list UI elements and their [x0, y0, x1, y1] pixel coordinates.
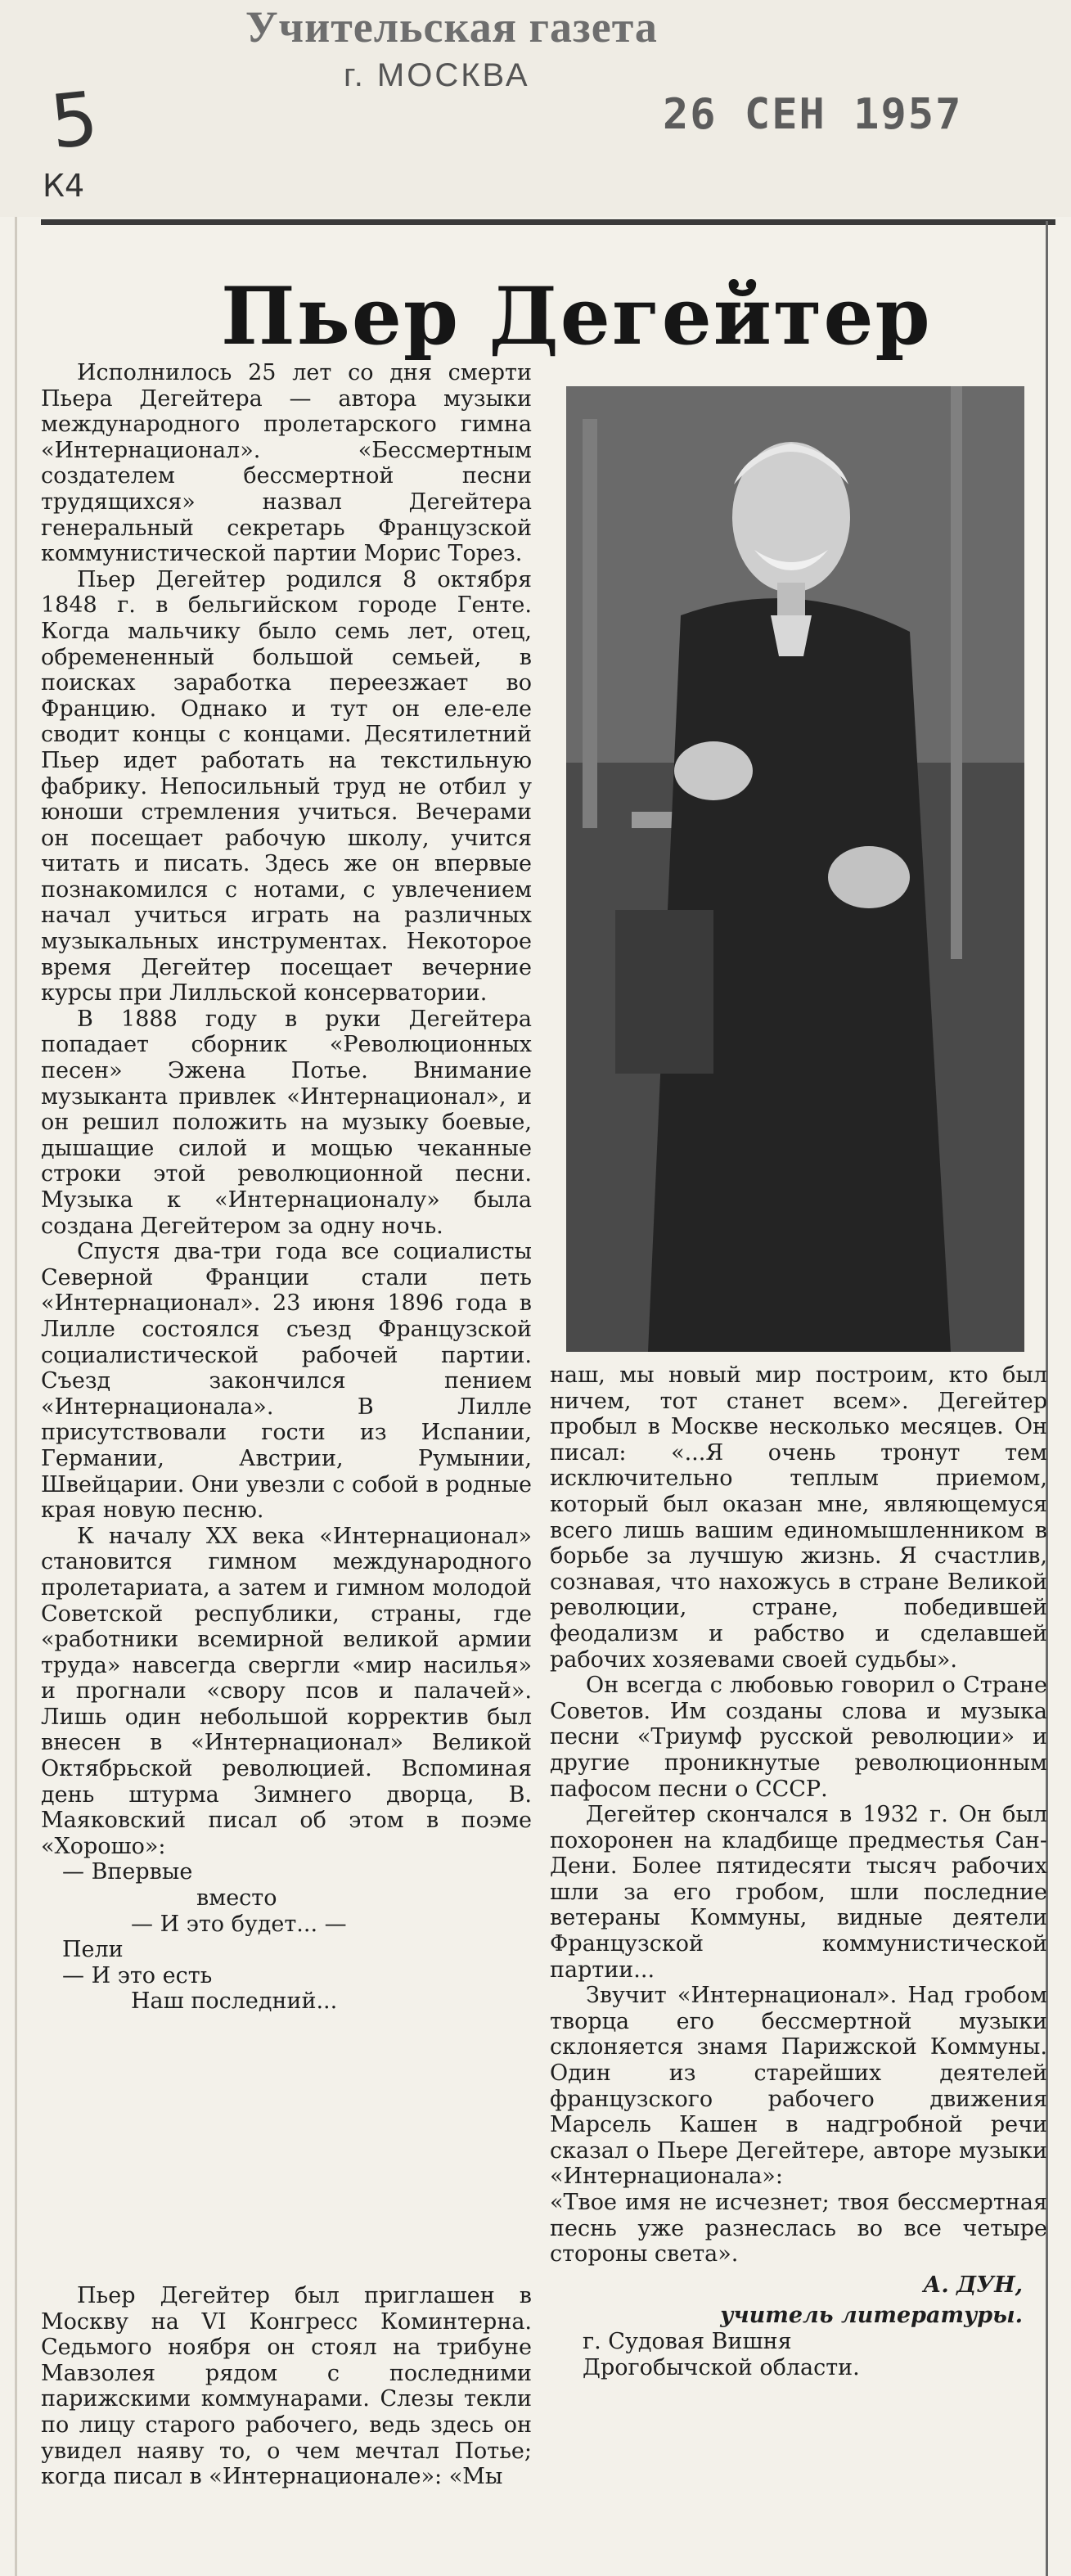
paragraph: Пьер Дегейтер родился 8 октября 1848 г. в бельгийском городе Генте. Когда мальчику было семь лет, отец, обремененный большой семьей, в поисках заработка переезжает во Францию. Однако и тут он еле-еле сводит концы с концами. Десятилетний Пьер идет работать на текстильную фабрику. Непосильный труд не отбил у юноши стремления учиться. Вечерами он посещает рабочую школу, учится читать и писать. Здесь же он впервые познакомился с нотами, с увлечением начал учиться играть на различных музыкальных инструментах. Некоторое время Дегейтер посещает вечерние курсы при Лилльской консерватории. — [41, 566, 532, 1007]
city-stamp: г. МОСКВА — [344, 57, 530, 93]
paragraph: Звучит «Интернационал». Над гробом творца его бессмертной музыки склоняется знамя Парижской Коммуны. Один из старейших деятелей французского рабочего движения Марсель Кашен в надгробной речи сказал о Пьере Дегейтере, авторе музыки «Интернационала»: — [550, 1983, 1047, 2190]
handwritten-note: К4 — [43, 168, 85, 204]
poem-line: — И это будет... — — [131, 1911, 347, 1937]
poem-line: Пели — [62, 1937, 124, 1963]
portrait-image — [566, 386, 1024, 1352]
newspaper-name-stamp: Учительская газета — [245, 2, 658, 52]
article-column-right — [550, 1362, 1047, 2380]
paragraph: «Твое имя не исчезнет; твоя бессмертная песнь уже разнеслась во все четыре стороны света». — [550, 2190, 1047, 2268]
date-stamp: 26 СЕН 1957 — [663, 90, 963, 139]
clipping-header — [0, 0, 1071, 217]
paragraph: Пьер Дегейтер был приглашен в Москву на VI Конгресс Коминтерна. Седьмого ноября он стоял на трибуне Мавзолея рядом с последними парижскими коммунарами. Слезы текли по лицу старого рабочего, ведь здесь он увидел наяву то, о чем мечтал Потье; когда писал в «Интернационале»: «Мы — [41, 2283, 532, 2490]
poem-line: вместо — [196, 1885, 277, 1912]
poem-line: — Впервые — [62, 1859, 193, 1885]
poem-line: Наш последний... — [131, 1988, 338, 2015]
author-region: Дрогобычской области. — [583, 2354, 860, 2380]
paragraph: К началу XX века «Интернационал» становится гимном международного пролетариата, а затем и гимном молодой Советской республики, страны, где «работники всемирной великой армии труда» навсегда свергли «мир насилья» и прогнали «свору псов и палачей». Лишь один небольшой корректив был внесен в «Интернационал» Великой Октябрьской революцией. Вспоминая день штурма Зимнего дворца, В. Маяковский писал об этом в поэме «Хорошо»: — [41, 1523, 532, 1859]
handwritten-number: 5 — [46, 75, 102, 166]
paragraph: Исполнилось 25 лет со дня смерти Пьера Дегейтера — автора музыки международного пролетарского гимна «Интернационал». «Бессмертным создателем бессмертной песни трудящихся» назвал Дегейтера генеральный секретарь Французской коммунистической партии Морис Торез. — [41, 360, 532, 567]
paragraph: В 1888 году в руки Дегейтера попадает сборник «Революционных песен» Эжена Потье. Внимание музыканта привлек «Интернационал», и он решил положить на музыку боевые, дышащие силой и мощью чеканные строки этой революционной песни. Музыка к «Интернационалу» была создана Дегейтером за одну ночь. — [41, 1006, 532, 1239]
paragraph: наш, мы новый мир построим, кто был ничем, тот станет всем». Дегейтер пробыл в Москве несколько месяцев. Он писал: «...Я очень тронут тем исключительно теплым приемом, который был оказан мне, являющемуся всего лишь вашим единомышленником в борьбе за лучшую жизнь. Я счастлив, сознавая, что нахожусь в стране Великой революции, стране, победившей феодализм и рабство и сделавшей рабочих хозяевами своей судьбы». — [550, 1362, 1047, 1673]
article-column-left-bottom — [41, 2283, 532, 2490]
paragraph: Он всегда с любовью говорил о Стране Советов. Им созданы слова и музыка песни «Триумф русской революции» и другие проникнутые революционным пафосом песни о СССР. — [550, 1673, 1047, 1802]
author-signature: А. ДУН, — [923, 2272, 1023, 2298]
portrait-photo — [566, 386, 1024, 1352]
paragraph: Спустя два-три года все социалисты Северной Франции стали петь «Интернационал». 23 июня 1896 года в Лилле состоялся съезд Французской социалистической рабочей партии. Съезд закончился пением «Интернационала». В Лилле присутствовали гости из Испании, Германии, Австрии, Румынии, Швейцарии. Они увезли с собой в родные края новую песню. — [41, 1239, 532, 1524]
poem-line: — И это есть — [62, 1962, 213, 1988]
article-title: Пьер Дегейтер — [221, 270, 932, 363]
paper-edge-line — [15, 0, 17, 2576]
author-role: учитель литературы. — [720, 2303, 1023, 2329]
article-column-left — [41, 360, 532, 2015]
author-place: г. Судовая Вишня — [583, 2328, 792, 2354]
paragraph: Дегейтер скончался в 1932 г. Он был похоронен на кладбище предместья Сан-Дени. Более пятидесяти тысяч рабочих шли за его гробом, шли последние ветераны Коммуны, видные деятели Французской коммунистической партии... — [550, 1802, 1047, 1983]
header-rule — [41, 219, 1055, 225]
poem-quote — [41, 1859, 532, 2015]
